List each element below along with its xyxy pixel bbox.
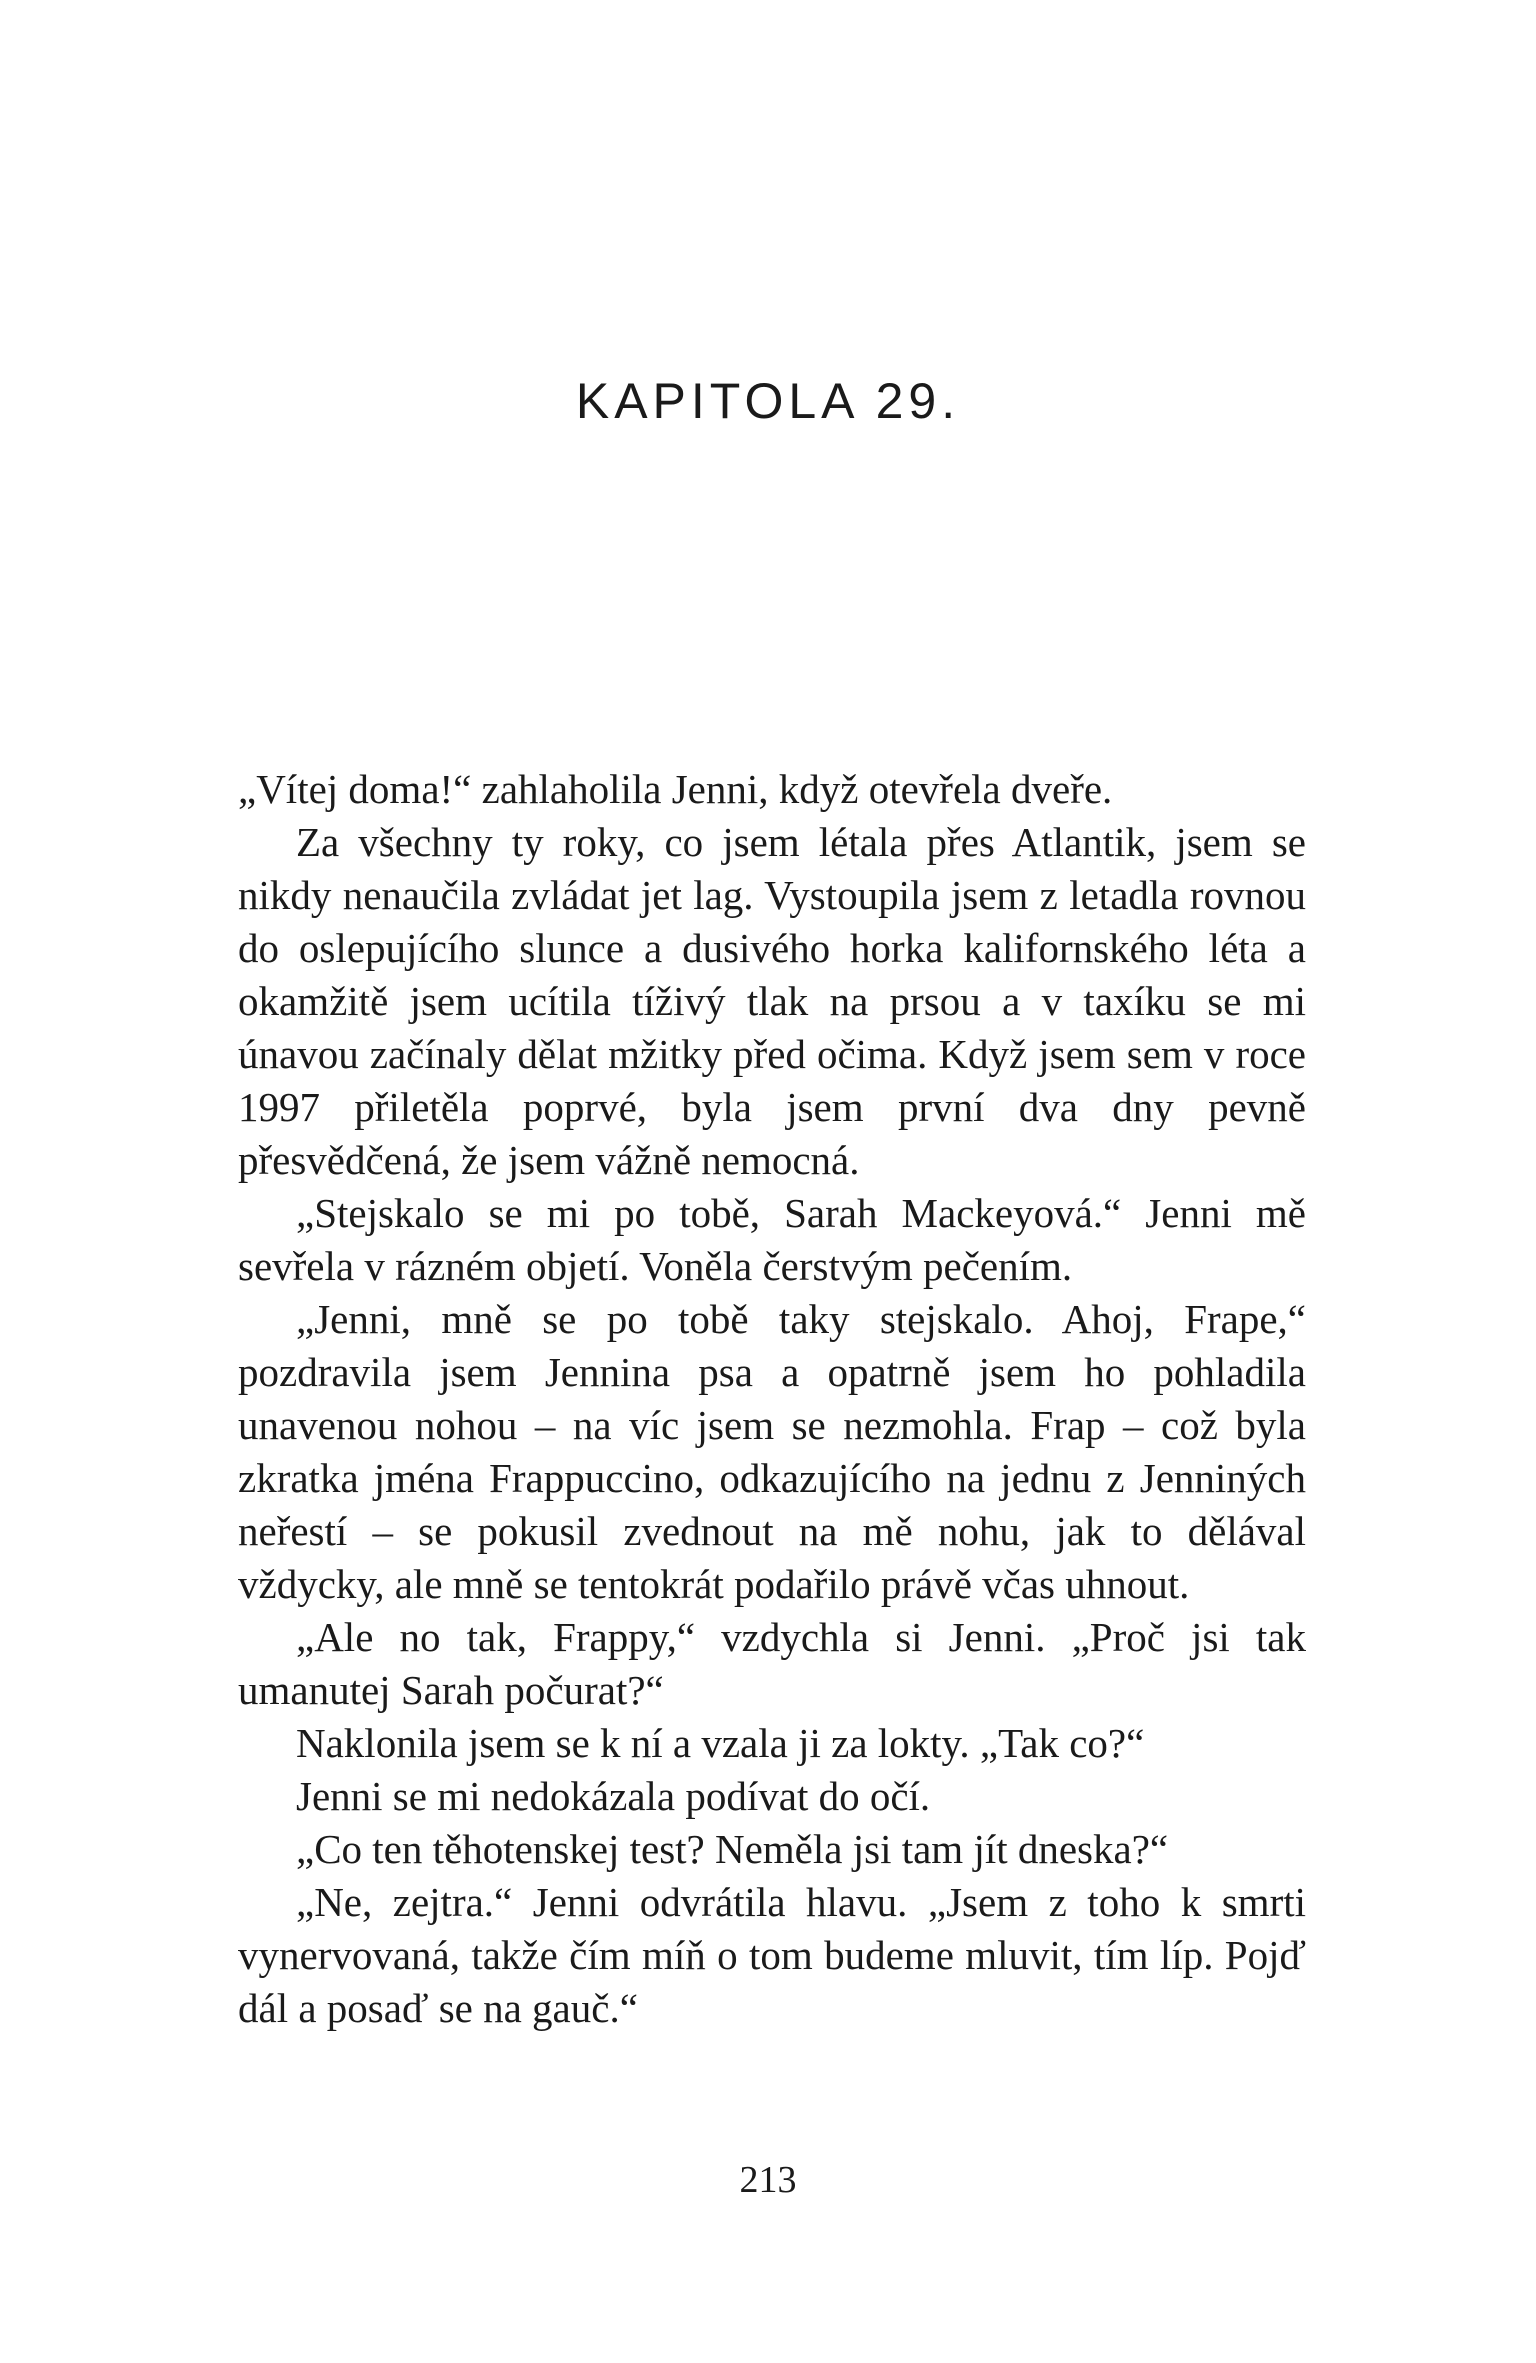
paragraph-1: „Vítej doma!“ zahlaholila Jenni, když otevřela dveře. [238,766,1113,812]
paragraph-4: „Jenni, mně se po tobě taky stejskalo. Ahoj, Frape,“ pozdravila jsem Jennina psa a opatrně jsem ho pohladila unavenou nohou – na víc jsem se nezmohla. Frap – což byla zkratka jména Frappuccino, odkazujícího na jednu z Jenniných neřestí – se pokusil zvednout na mě nohu, jak to dělával vždycky, ale mně se tentokrát podařilo právě včas uhnout. [238,1296,1306,1607]
paragraph-3: „Stejskalo se mi po tobě, Sarah Mackeyová.“ Jenni mě sevřela v rázném objetí. Voněla čerstvým pečením. [238,1190,1306,1289]
paragraph-5: „Ale no tak, Frappy,“ vzdychla si Jenni. „Proč jsi tak umanutej Sarah počurat?“ [238,1614,1306,1713]
paragraph-9: „Ne, zejtra.“ Jenni odvrátila hlavu. „Jsem z toho k smrti vynervovaná, takže čím míň o tom budeme mluvit, tím líp. Pojď dál a posaď se na gauč.“ [238,1879,1306,2031]
page-number: 213 [739,2159,797,2201]
paragraph-8: „Co ten těhotenskej test? Neměla jsi tam jít dneska?“ [296,1826,1169,1872]
chapter-title: KAPITOLA 29. [575,373,961,429]
paragraph-7: Jenni se mi nedokázala podívat do očí. [296,1773,931,1819]
chapter-body [238,763,1306,2035]
paragraph-6: Naklonila jsem se k ní a vzala ji za lokty. „Tak co?“ [296,1720,1145,1766]
paragraph-2: Za všechny ty roky, co jsem létala přes Atlantik, jsem se nikdy nenaučila zvládat jet lag. Vystoupila jsem z letadla rovnou do oslepujícího slunce a dusivého horka kalifornského léta a okamžitě jsem ucítila tíživý tlak na prsou a v taxíku se mi únavou začínaly dělat mžitky před očima. Když jsem sem v roce 1997 přiletěla poprvé, byla jsem první dva dny pevně přesvědčená, že jsem vážně nemocná. [238,819,1306,1183]
